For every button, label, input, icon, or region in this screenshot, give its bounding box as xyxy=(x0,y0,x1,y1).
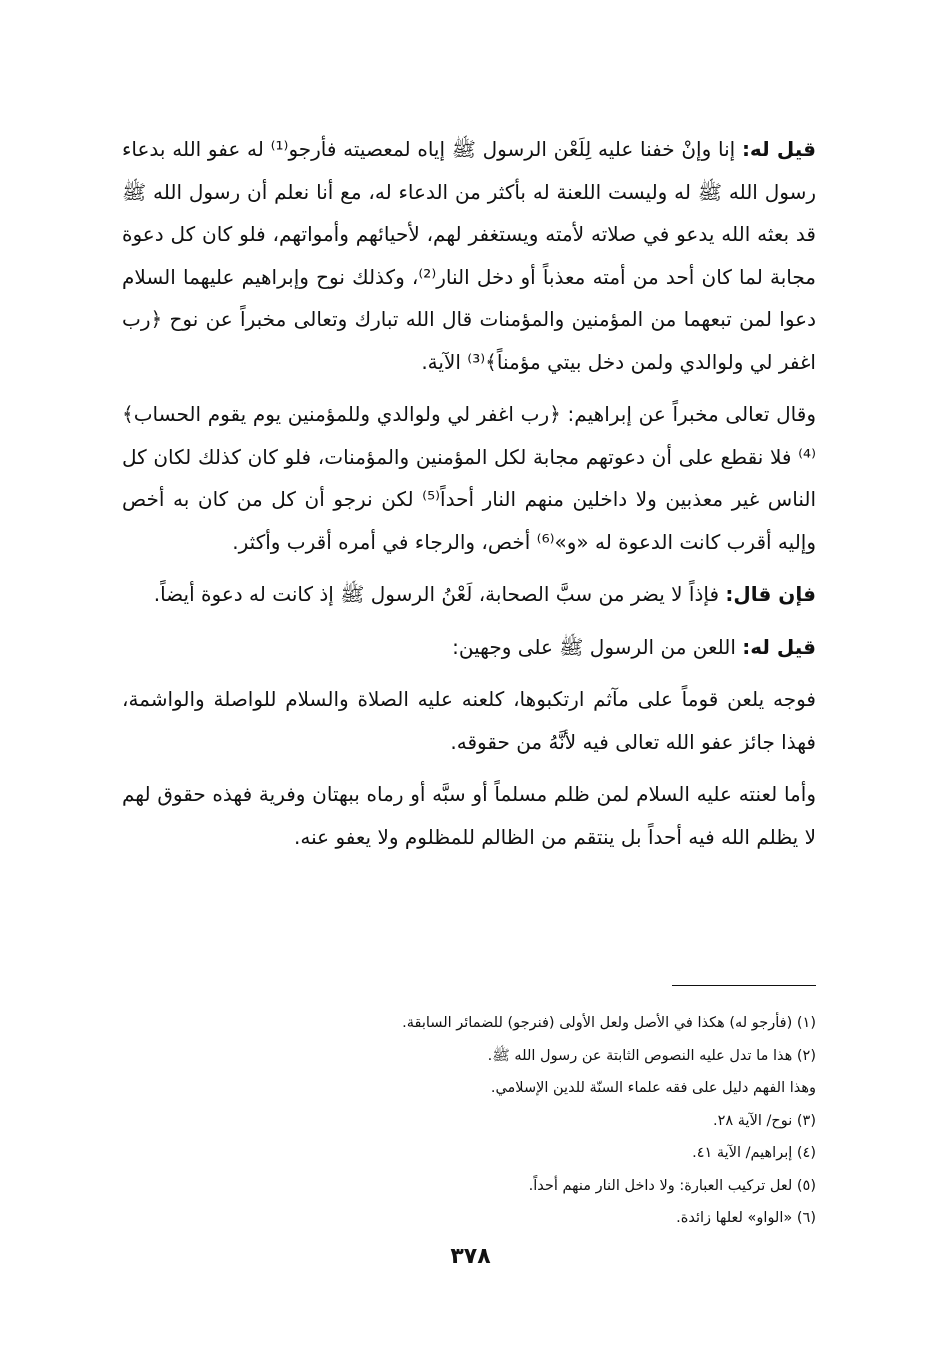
footnote-6: (٦) «الواو» لعلها زائدة. xyxy=(676,1210,816,1226)
paragraph-text: فوجه يلعن قوماً على مآثم ارتكبوها، كلعنه عليه الصلاة والسلام للواصلة والواشمة، فهذا جائز عفو الله تعالى فيه لأنَّهُ من حقوقه. xyxy=(122,687,816,754)
footnote-2: (٢) هذا ما تدل عليه النصوص الثابتة عن رسول الله ﷺ. xyxy=(487,1047,816,1064)
paragraph-lead: فإن قال: xyxy=(725,582,816,606)
footnote-divider xyxy=(672,985,816,986)
footnote-4: (٤) إبراهيم/ الآية ٤١. xyxy=(692,1145,816,1161)
paragraph-text: فإذاً لا يضر من سبَّ الصحابة، لَعْنُ الرسول ﷺ إذ كانت له دعوة أيضاً. xyxy=(153,582,720,606)
paragraph-text: وقال تعالى مخبراً عن إبراهيم: ﴿رب اغفر لي ولوالدي وللمؤمنين يوم يقوم الحساب﴾⁽⁴⁾ فلا نقطع على أن دعوتهم مجابة لكل المؤمنين والمؤمنات، فلو كان كذلك لكان كل الناس غير معذبين ولا داخلين منهم النار أحداً⁽⁵⁾ لكن نرجو أن كل من كان به أخص وإليه أقرب كانت الدعوة له «و»⁽⁶⁾ أخص، والرجاء في أمره أقرب وأكثر. xyxy=(122,402,816,554)
paragraph-1 xyxy=(122,128,816,383)
main-text xyxy=(122,128,816,868)
footnotes xyxy=(122,1007,816,1235)
page-number: ٣٧٨ xyxy=(450,1244,491,1269)
paragraph-lead: قيل له: xyxy=(741,137,817,161)
paragraph-5 xyxy=(122,678,816,763)
paragraph-3 xyxy=(122,573,816,616)
paragraph-text: إنا وإنْ خفنا عليه لِلَعْن الرسول ﷺ إياه لمعصيته فأرجو⁽¹⁾ له عفو الله بدعاء رسول الله ﷺ له وليست اللعنة له بأكثر من الدعاء له، مع أنا نعلم أن رسول الله ﷺ قد بعثه الله يدعو في صلاته لأمته ويستغفر لهم، لأحيائهم وأمواتهم، فلو كان كل دعوة مجابة لما كان أحد من أمته معذباً أو دخل النار⁽²⁾، وكذلك نوح وإبراهيم عليهما السلام دعوا لمن تبعهما من المؤمنين والمؤمنات قال الله تبارك وتعالى مخبراً عن نوح ﴿رب اغفر لي ولوالدي ولمن دخل بيتي مؤمناً﴾⁽³⁾ الآية. xyxy=(122,137,816,374)
paragraph-lead: قيل له: xyxy=(742,634,816,659)
paragraph-text: اللعن من الرسول ﷺ على وجهين: xyxy=(452,634,736,659)
footnote-3: (٣) نوح/ الآية ٢٨. xyxy=(712,1112,816,1129)
paragraph-2 xyxy=(122,393,816,563)
paragraph-6 xyxy=(122,773,816,858)
footnote-5: (٥) لعل تركيب العبارة: ولا داخل النار منهم أحداً. xyxy=(528,1177,816,1194)
paragraph-text: وأما لعنته عليه السلام لمن ظلم مسلماً أو سبَّه أو رماه ببهتان وفرية فهذه حقوق لهم لا يظلم الله فيه أحداً بل ينتقم من الظالم للمظلوم ولا يعفو عنه. xyxy=(122,782,816,849)
footnote-1: (١) (فأرجو له) هكذا في الأصل ولعل الأولى (فنرجو) للضمائر السابقة. xyxy=(402,1015,816,1031)
footnote-2-continued: وهذا الفهم دليل على فقه علماء السنّة للدين الإسلامي. xyxy=(490,1080,816,1096)
paragraph-4 xyxy=(122,626,816,669)
